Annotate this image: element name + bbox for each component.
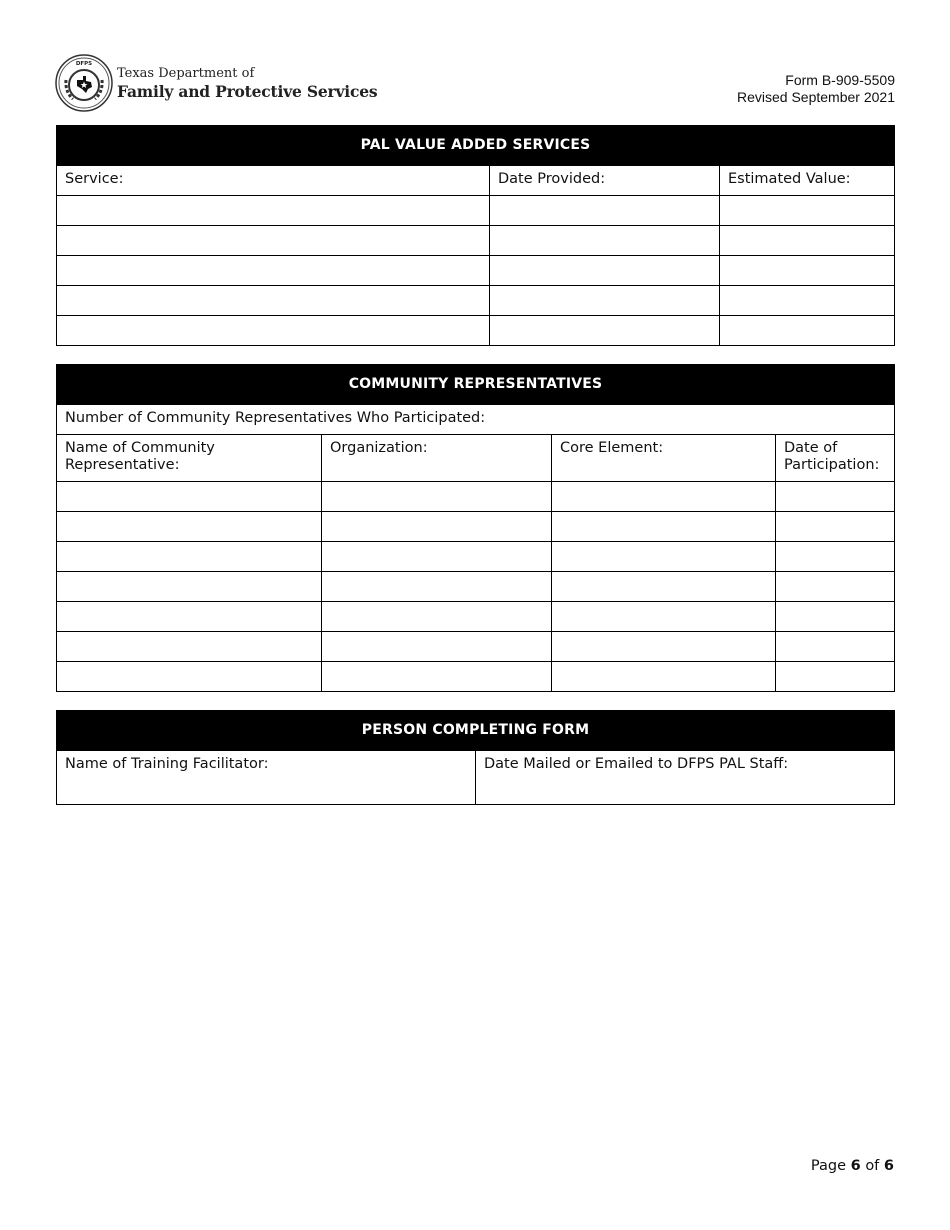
table-row bbox=[57, 196, 895, 226]
page-of: of bbox=[865, 1158, 880, 1174]
date-provided-field[interactable] bbox=[490, 196, 720, 226]
date-provided-field[interactable] bbox=[490, 316, 720, 346]
service-field[interactable] bbox=[57, 286, 490, 316]
core-element-header: Core Element: bbox=[552, 435, 776, 482]
community-representatives-table bbox=[56, 364, 895, 692]
revised-date: Revised September 2021 bbox=[737, 89, 895, 105]
svg-text:DFPS: DFPS bbox=[75, 61, 93, 67]
date-provided-field[interactable] bbox=[490, 256, 720, 286]
organization-field[interactable] bbox=[322, 542, 552, 572]
estimated-value-field[interactable] bbox=[720, 226, 895, 256]
agency-name bbox=[117, 66, 377, 101]
core-element-field[interactable] bbox=[552, 632, 776, 662]
table-row bbox=[57, 482, 895, 512]
representative-name-field[interactable] bbox=[57, 542, 322, 572]
representative-name-field[interactable] bbox=[57, 662, 322, 692]
page-total: 6 bbox=[883, 1158, 894, 1174]
form-id bbox=[737, 72, 895, 106]
core-element-field[interactable] bbox=[552, 662, 776, 692]
representative-name-field[interactable] bbox=[57, 602, 322, 632]
representative-name-field[interactable] bbox=[57, 482, 322, 512]
core-element-field[interactable] bbox=[552, 572, 776, 602]
participation-date-header: Date of Participation: bbox=[776, 435, 895, 482]
table-row bbox=[57, 256, 895, 286]
organization-header: Organization: bbox=[322, 435, 552, 482]
core-element-field[interactable] bbox=[552, 512, 776, 542]
organization-field[interactable] bbox=[322, 632, 552, 662]
person-title: PERSON COMPLETING FORM bbox=[57, 711, 895, 751]
form-number: Form B-909-5509 bbox=[785, 72, 895, 88]
table-row bbox=[57, 572, 895, 602]
participation-date-field[interactable] bbox=[776, 512, 895, 542]
organization-field[interactable] bbox=[322, 512, 552, 542]
organization-field[interactable] bbox=[322, 572, 552, 602]
agency-line-2: Family and Protective Services bbox=[117, 82, 378, 101]
participation-date-field[interactable] bbox=[776, 662, 895, 692]
service-field[interactable] bbox=[57, 196, 490, 226]
agency-line-1: Texas Department of bbox=[117, 66, 255, 81]
estimated-value-field[interactable] bbox=[720, 316, 895, 346]
estimated-value-header: Estimated Value: bbox=[720, 166, 895, 196]
table-row bbox=[57, 286, 895, 316]
page-header bbox=[55, 54, 895, 114]
date-provided-field[interactable] bbox=[490, 286, 720, 316]
date-provided-header: Date Provided: bbox=[490, 166, 720, 196]
service-header: Service: bbox=[57, 166, 490, 196]
estimated-value-field[interactable] bbox=[720, 256, 895, 286]
table-row bbox=[57, 226, 895, 256]
table-row bbox=[57, 316, 895, 346]
participation-date-field[interactable] bbox=[776, 572, 895, 602]
date-provided-field[interactable] bbox=[490, 226, 720, 256]
table-row bbox=[57, 512, 895, 542]
organization-field[interactable] bbox=[322, 602, 552, 632]
representative-name-header: Name of Community Representative: bbox=[57, 435, 322, 482]
representative-name-field[interactable] bbox=[57, 512, 322, 542]
page-prefix: Page bbox=[810, 1158, 846, 1174]
participation-date-field[interactable] bbox=[776, 482, 895, 512]
table-row bbox=[57, 662, 895, 692]
person-completing-form-table bbox=[56, 710, 895, 805]
core-element-field[interactable] bbox=[552, 602, 776, 632]
pal-services-table bbox=[56, 125, 895, 346]
organization-field[interactable] bbox=[322, 482, 552, 512]
pal-services-title: PAL VALUE ADDED SERVICES bbox=[57, 126, 895, 166]
core-element-field[interactable] bbox=[552, 542, 776, 572]
organization-field[interactable] bbox=[322, 662, 552, 692]
estimated-value-field[interactable] bbox=[720, 196, 895, 226]
participation-date-field[interactable] bbox=[776, 602, 895, 632]
service-field[interactable] bbox=[57, 226, 490, 256]
date-mailed-field[interactable]: Date Mailed or Emailed to DFPS PAL Staff: bbox=[476, 751, 895, 805]
representative-name-field[interactable] bbox=[57, 572, 322, 602]
dfps-seal-logo bbox=[55, 54, 113, 112]
table-row bbox=[57, 602, 895, 632]
service-field[interactable] bbox=[57, 316, 490, 346]
page-number bbox=[811, 1158, 894, 1174]
representatives-count-field[interactable]: Number of Community Representatives Who Participated: bbox=[57, 405, 895, 435]
community-title: COMMUNITY REPRESENTATIVES bbox=[57, 365, 895, 405]
core-element-field[interactable] bbox=[552, 482, 776, 512]
estimated-value-field[interactable] bbox=[720, 286, 895, 316]
page-current: 6 bbox=[850, 1158, 861, 1174]
participation-date-field[interactable] bbox=[776, 542, 895, 572]
service-field[interactable] bbox=[57, 256, 490, 286]
participation-date-field[interactable] bbox=[776, 632, 895, 662]
table-row bbox=[57, 632, 895, 662]
training-facilitator-field[interactable]: Name of Training Facilitator: bbox=[57, 751, 476, 805]
table-row bbox=[57, 542, 895, 572]
representative-name-field[interactable] bbox=[57, 632, 322, 662]
